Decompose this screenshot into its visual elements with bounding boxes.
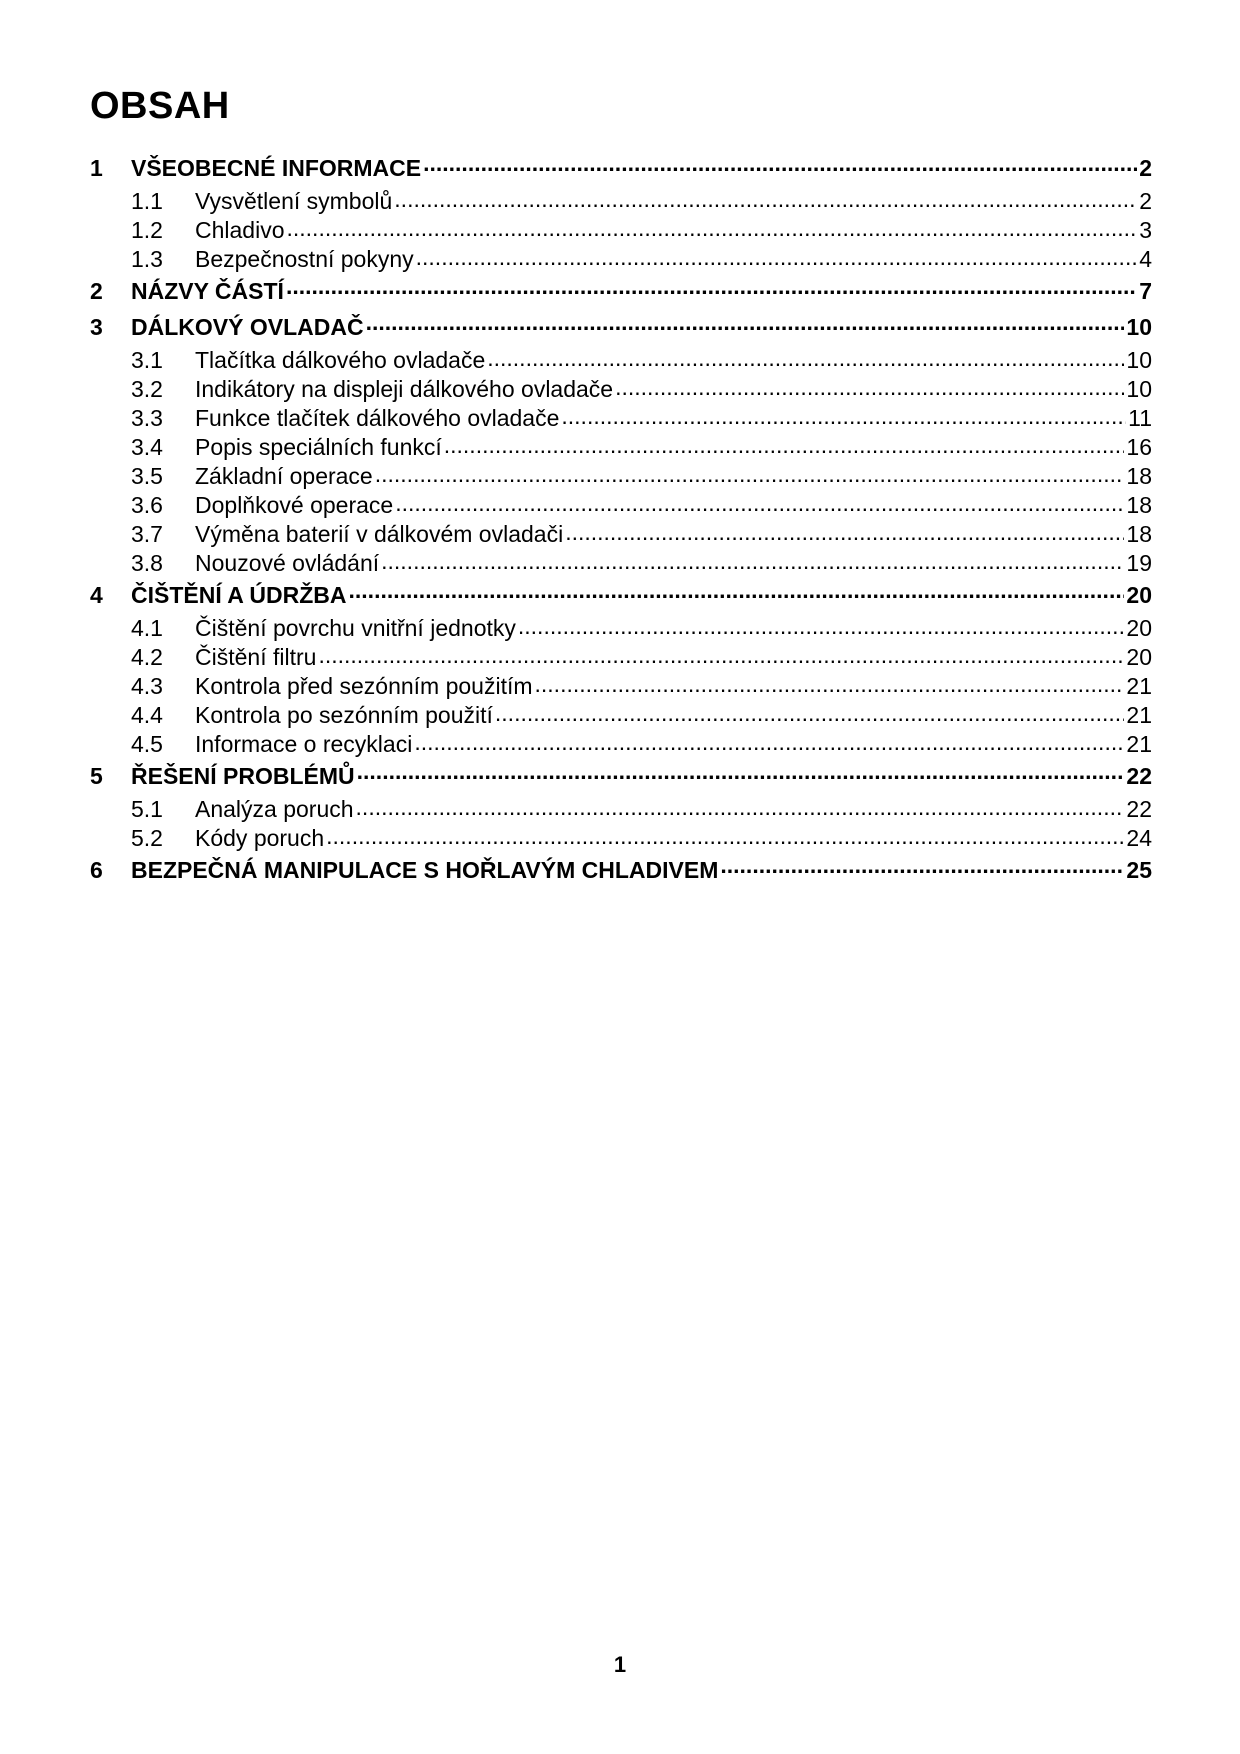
toc-entry-page-number: 18 xyxy=(1126,521,1152,547)
toc-section-entry[interactable] xyxy=(90,548,1152,577)
toc-chapter-entry[interactable] xyxy=(90,852,1152,888)
toc-entry-title: Tlačítka dálkového ovladače xyxy=(195,347,486,373)
toc-dot-leader xyxy=(375,461,1125,484)
toc-entry-page-number: 11 xyxy=(1128,405,1152,431)
toc-dot-leader xyxy=(357,761,1125,784)
toc-entry-title: Funkce tlačítek dálkového ovladače xyxy=(195,405,560,431)
toc-dot-leader xyxy=(487,345,1124,368)
toc-entry-page-number: 25 xyxy=(1126,857,1152,883)
toc-entry-title: Čištění filtru xyxy=(195,644,317,670)
toc-entry-number: 3.8 xyxy=(131,550,163,576)
toc-entry-number: 3.6 xyxy=(131,492,163,518)
toc-entry-page-number: 20 xyxy=(1126,615,1152,641)
toc-entry-page-number: 24 xyxy=(1126,825,1152,851)
toc-entry-title: Doplňkové operace xyxy=(195,492,394,518)
toc-entry-number: 1.1 xyxy=(131,188,163,214)
toc-entry-title: Výměna baterií v dálkovém ovladači xyxy=(195,521,564,547)
toc-section-entry[interactable] xyxy=(90,794,1152,823)
toc-entry-page-number: 22 xyxy=(1126,763,1152,789)
toc-section-entry[interactable] xyxy=(90,244,1152,273)
toc-dot-leader xyxy=(356,794,1125,817)
toc-entry-number: 3.3 xyxy=(131,405,163,431)
page-number: 1 xyxy=(613,1652,627,1677)
toc-entry-page-number: 20 xyxy=(1126,644,1152,670)
toc-entry-number: 3 xyxy=(90,314,103,340)
toc-entry-page-number: 2 xyxy=(1139,188,1152,214)
toc-entry-page-number: 18 xyxy=(1126,492,1152,518)
toc-dot-leader xyxy=(518,613,1125,636)
toc-entry-number: 3.5 xyxy=(131,463,163,489)
toc-dot-leader xyxy=(395,490,1124,513)
toc-entry-number: 1.3 xyxy=(131,246,163,272)
toc-entry-number: 3.2 xyxy=(131,376,163,402)
toc-entry-title: Kontrola před sezónním použitím xyxy=(195,673,533,699)
toc-entry-page-number: 10 xyxy=(1126,314,1152,340)
toc-section-entry[interactable] xyxy=(90,671,1152,700)
toc-section-entry[interactable] xyxy=(90,345,1152,374)
toc-dot-leader xyxy=(326,823,1124,846)
toc-section-entry[interactable] xyxy=(90,519,1152,548)
toc-section-entry[interactable] xyxy=(90,729,1152,758)
toc-dot-leader xyxy=(423,153,1137,176)
toc-entry-title: NÁZVY ČÁSTÍ xyxy=(131,278,284,304)
toc-dot-leader xyxy=(366,312,1125,335)
toc-entry-title: Analýza poruch xyxy=(195,796,354,822)
toc-dot-leader xyxy=(495,700,1125,723)
toc-entry-number: 4.4 xyxy=(131,702,163,728)
toc-entry-title: Chladivo xyxy=(195,217,285,243)
toc-entry-title: Popis speciálních funkcí xyxy=(195,434,442,460)
page-title: OBSAH xyxy=(90,85,230,127)
toc-entry-number: 5.2 xyxy=(131,825,163,851)
toc-entry-title: Informace o recyklaci xyxy=(195,731,413,757)
toc-entry-number: 4.1 xyxy=(131,615,163,641)
toc-entry-page-number: 18 xyxy=(1126,463,1152,489)
toc-dot-leader xyxy=(535,671,1125,694)
toc-entry-number: 1.2 xyxy=(131,217,163,243)
toc-entry-title: Čištění povrchu vnitřní jednotky xyxy=(195,615,516,641)
table-of-contents xyxy=(90,150,1152,888)
toc-dot-leader xyxy=(444,432,1125,455)
toc-chapter-entry[interactable] xyxy=(90,758,1152,794)
toc-entry-number: 3.7 xyxy=(131,521,163,547)
toc-entry-page-number: 21 xyxy=(1126,731,1152,757)
toc-entry-page-number: 21 xyxy=(1126,702,1152,728)
toc-section-entry[interactable] xyxy=(90,613,1152,642)
toc-section-entry[interactable] xyxy=(90,374,1152,403)
toc-entry-title: VŠEOBECNÉ INFORMACE xyxy=(131,155,422,181)
toc-entry-page-number: 21 xyxy=(1126,673,1152,699)
toc-entry-number: 2 xyxy=(90,278,103,304)
toc-chapter-entry[interactable] xyxy=(90,577,1152,613)
toc-section-entry[interactable] xyxy=(90,215,1152,244)
toc-dot-leader xyxy=(720,855,1124,878)
toc-entry-number: 4 xyxy=(90,582,103,608)
toc-dot-leader xyxy=(561,403,1126,426)
toc-entry-number: 3.4 xyxy=(131,434,163,460)
toc-entry-title: Kontrola po sezónním použití xyxy=(195,702,493,728)
toc-entry-title: Bezpečnostní pokyny xyxy=(195,246,414,272)
toc-entry-page-number: 10 xyxy=(1126,376,1152,402)
toc-entry-title: ŘEŠENÍ PROBLÉMŮ xyxy=(131,763,355,789)
toc-section-entry[interactable] xyxy=(90,186,1152,215)
toc-entry-number: 1 xyxy=(90,155,103,181)
toc-chapter-entry[interactable] xyxy=(90,150,1152,186)
toc-dot-leader xyxy=(381,548,1124,571)
toc-dot-leader xyxy=(394,186,1137,209)
toc-section-entry[interactable] xyxy=(90,461,1152,490)
toc-dot-leader xyxy=(286,276,1137,299)
toc-entry-number: 4.2 xyxy=(131,644,163,670)
toc-entry-title: DÁLKOVÝ OVLADAČ xyxy=(131,314,364,340)
toc-entry-title: Vysvětlení symbolů xyxy=(195,188,393,214)
toc-dot-leader xyxy=(349,580,1125,603)
toc-dot-leader xyxy=(414,729,1124,752)
toc-entry-page-number: 4 xyxy=(1139,246,1152,272)
toc-entry-page-number: 16 xyxy=(1126,434,1152,460)
toc-entry-title: BEZPEČNÁ MANIPULACE S HOŘLAVÝM CHLADIVEM xyxy=(131,857,719,883)
toc-entry-number: 6 xyxy=(90,857,103,883)
toc-entry-title: Kódy poruch xyxy=(195,825,325,851)
toc-entry-number: 4.3 xyxy=(131,673,163,699)
toc-section-entry[interactable] xyxy=(90,432,1152,461)
toc-entry-number: 4.5 xyxy=(131,731,163,757)
toc-entry-page-number: 7 xyxy=(1139,278,1152,304)
toc-section-entry[interactable] xyxy=(90,700,1152,729)
toc-chapter-entry[interactable] xyxy=(90,309,1152,345)
toc-entry-title: Nouzové ovládání xyxy=(195,550,380,576)
toc-entry-page-number: 20 xyxy=(1126,582,1152,608)
toc-dot-leader xyxy=(565,519,1124,542)
toc-entry-page-number: 3 xyxy=(1139,217,1152,243)
toc-entry-page-number: 10 xyxy=(1126,347,1152,373)
toc-section-entry[interactable] xyxy=(90,403,1152,432)
toc-entry-number: 5.1 xyxy=(131,796,163,822)
toc-entry-title: Základní operace xyxy=(195,463,373,489)
toc-entry-page-number: 2 xyxy=(1139,155,1152,181)
toc-dot-leader xyxy=(287,215,1138,238)
toc-entry-title: Indikátory na displeji dálkového ovladače xyxy=(195,376,614,402)
toc-section-entry[interactable] xyxy=(90,490,1152,519)
toc-dot-leader xyxy=(416,244,1138,267)
toc-entry-page-number: 19 xyxy=(1126,550,1152,576)
toc-entry-number: 5 xyxy=(90,763,103,789)
toc-entry-number: 3.1 xyxy=(131,347,163,373)
toc-section-entry[interactable] xyxy=(90,642,1152,671)
toc-dot-leader xyxy=(318,642,1124,665)
toc-chapter-entry[interactable] xyxy=(90,273,1152,309)
toc-dot-leader xyxy=(615,374,1124,397)
toc-entry-page-number: 22 xyxy=(1126,796,1152,822)
toc-section-entry[interactable] xyxy=(90,823,1152,852)
toc-entry-title: ČIŠTĚNÍ A ÚDRŽBA xyxy=(131,582,347,608)
